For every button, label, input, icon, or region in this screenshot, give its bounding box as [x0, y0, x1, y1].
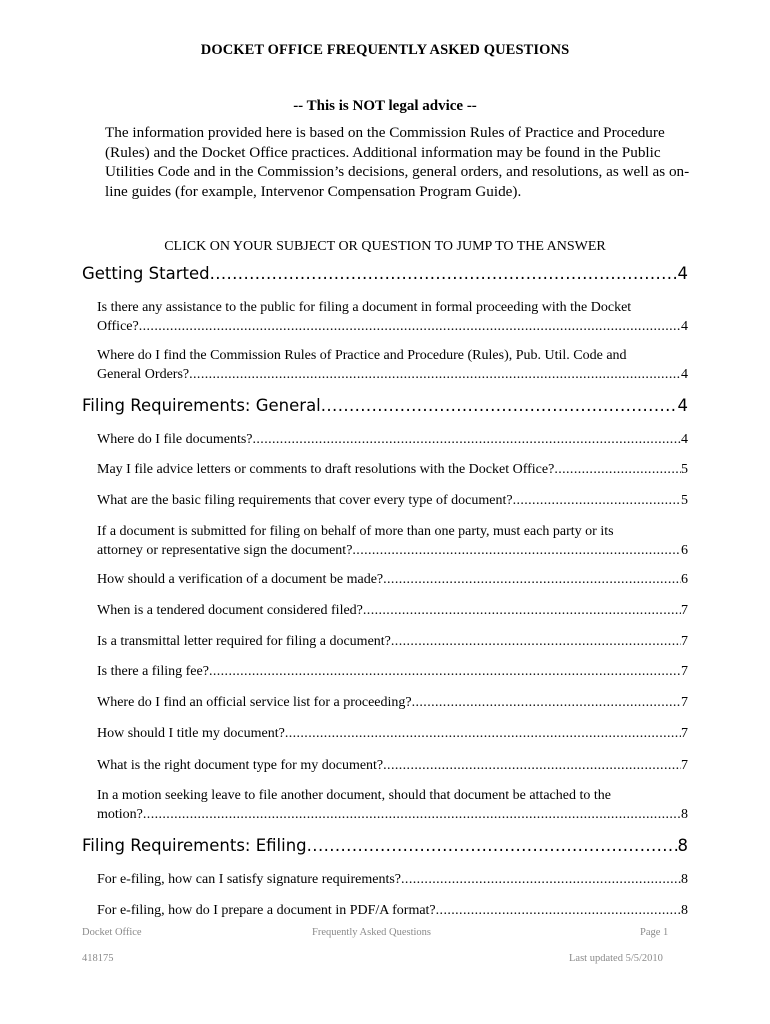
toc-item-verification[interactable]	[97, 571, 688, 590]
toc-item-label: Is a transmittal letter required for filing a document?	[97, 634, 391, 649]
toc-leader	[285, 725, 681, 744]
toc-page-number: 8	[681, 872, 688, 887]
toc-item-label: For e-filing, how can I satisfy signature requirements?	[97, 872, 402, 887]
toc-leader	[210, 264, 678, 283]
toc-item-label: When is a tendered document considered filed?	[97, 603, 363, 618]
footer-last-updated: Last updated 5/5/2010	[569, 953, 663, 964]
toc-leader	[513, 492, 681, 511]
toc-item-service-list[interactable]	[97, 694, 688, 713]
toc-item-label-cont: General Orders?	[97, 366, 190, 382]
toc-page-number: 7	[681, 603, 688, 618]
toc-page-number: 6	[681, 542, 688, 558]
toc-section-label: Filing Requirements: General	[82, 396, 321, 415]
toc-leader	[189, 366, 681, 385]
toc-item-efiling-pdfa[interactable]	[97, 902, 688, 921]
toc-item-label: How should a verification of a document be made?	[97, 572, 384, 587]
toc-page-number: 8	[681, 903, 688, 918]
toc-leader	[139, 318, 681, 337]
intro-paragraph: The information provided here is based on the Commission Rules of Practice and Procedure (Rules) and the Docket Office practices. Additional information may be found in the Public Utilities Code and in the Commission’s decisions, general orders, and resolutions, as well as on-line guides (for example, Intervenor Compensation Program Guide).	[105, 124, 690, 200]
toc-leader	[321, 396, 678, 415]
toc-item-advice-letters[interactable]	[97, 461, 688, 480]
toc-leader	[436, 902, 681, 921]
toc-leader	[412, 694, 681, 713]
toc-page-number: 7	[681, 758, 688, 773]
footer-doc-id: 418175	[82, 953, 114, 964]
toc-item-label: In a motion seeking leave to file another document, should that document be attached to the	[97, 788, 611, 803]
toc-item-tendered-filed[interactable]	[97, 602, 688, 621]
toc-item-label: Is there any assistance to the public for filing a document in formal proceeding with the Docket	[97, 300, 632, 315]
toc-leader	[209, 663, 681, 682]
toc-leader	[307, 836, 678, 855]
toc-leader	[253, 431, 682, 450]
document-title: DOCKET OFFICE FREQUENTLY ASKED QUESTIONS	[200, 42, 570, 58]
toc-item-label: What are the basic filing requirements that cover every type of document?	[97, 493, 513, 508]
toc-page-number: 8	[677, 836, 688, 855]
toc-item-label: Where do I find the Commission Rules of Practice and Procedure (Rules), Pub. Util. Code and	[97, 348, 627, 363]
toc-page-number: 7	[681, 664, 688, 679]
footer-page-number: Page 1	[640, 927, 669, 938]
toc-item-label: How should I title my document?	[97, 726, 285, 741]
toc-page-number: 5	[681, 462, 688, 477]
toc-page-number: 4	[677, 264, 688, 283]
toc-section-label: Filing Requirements: Efiling	[82, 836, 307, 855]
toc-item-filing-fee[interactable]	[97, 663, 688, 682]
toc-item-label: What is the right document type for my document?	[97, 758, 384, 773]
toc-page-number: 4	[681, 366, 688, 382]
toc-page-number: 4	[681, 432, 688, 447]
toc-leader	[554, 461, 681, 480]
footer-doc-title: Frequently Asked Questions	[312, 927, 431, 938]
toc-item-label-cont: attorney or representative sign the document?	[97, 542, 353, 558]
toc-item-efiling-signature[interactable]	[97, 871, 688, 890]
toc-item-title-document[interactable]	[97, 725, 688, 744]
toc-leader	[352, 542, 681, 561]
toc-section-label: Getting Started	[82, 264, 210, 283]
toc-item-document-type[interactable]	[97, 757, 688, 776]
toc-page-number: 8	[681, 806, 688, 822]
toc-page-number: 6	[681, 572, 688, 587]
toc-item-label: Where do I find an official service list for a proceeding?	[97, 695, 412, 710]
toc-leader	[363, 602, 681, 621]
toc-section-getting-started[interactable]	[82, 264, 688, 283]
toc-item-basic-requirements[interactable]	[97, 492, 688, 511]
legal-notice: -- This is NOT legal advice --	[293, 98, 477, 114]
toc-item-label: If a document is submitted for filing on behalf of more than one party, must each party or its	[97, 524, 614, 539]
toc-page-number: 5	[681, 493, 688, 508]
toc-leader	[383, 757, 681, 776]
toc-item-label-cont: motion?	[97, 806, 143, 822]
toc-item-multiple-parties[interactable]	[97, 523, 688, 560]
toc-page-number: 4	[681, 318, 688, 334]
toc-item-label: For e-filing, how do I prepare a document in PDF/A format?	[97, 903, 436, 918]
toc-item-transmittal-letter[interactable]	[97, 633, 688, 652]
toc-item-where-file[interactable]	[97, 431, 688, 450]
toc-item-label: Where do I file documents?	[97, 432, 253, 447]
toc-page-number: 4	[677, 396, 688, 415]
toc-page-number: 7	[681, 726, 688, 741]
footer-office: Docket Office	[82, 927, 142, 938]
toc-item-motion-leave[interactable]	[97, 787, 688, 824]
toc-leader	[383, 571, 681, 590]
toc-section-filing-general[interactable]	[82, 396, 688, 415]
toc-item-label: Is there a filing fee?	[97, 664, 209, 679]
toc-leader	[143, 806, 681, 825]
toc-instruction: CLICK ON YOUR SUBJECT OR QUESTION TO JUMP TO THE ANSWER	[164, 239, 606, 254]
toc-item-find-rules[interactable]	[97, 347, 688, 384]
toc-page-number: 7	[681, 695, 688, 710]
toc-section-filing-efiling[interactable]	[82, 836, 688, 855]
toc-leader	[391, 633, 681, 652]
toc-leader	[401, 871, 681, 890]
toc-item-label: May I file advice letters or comments to draft resolutions with the Docket Office?	[97, 462, 555, 477]
toc-item-public-assistance[interactable]	[97, 299, 688, 336]
toc-page-number: 7	[681, 634, 688, 649]
toc-item-label-cont: Office?	[97, 318, 139, 334]
